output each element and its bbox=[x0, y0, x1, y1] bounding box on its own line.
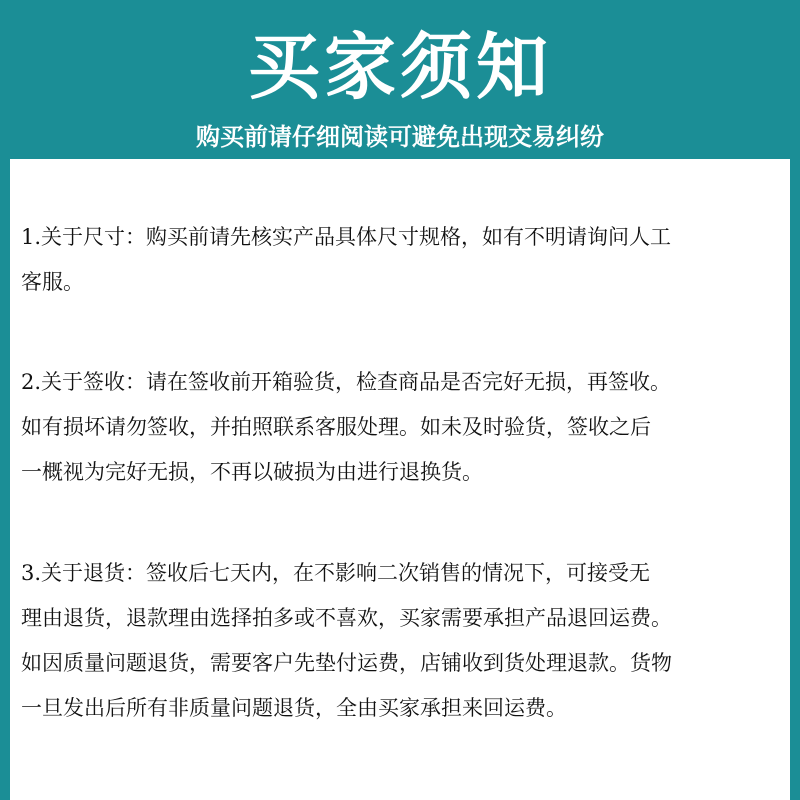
notice-line: 一旦发出后所有非质量问题退货，全由买家承担来回运费。 bbox=[21, 696, 567, 720]
notice-receipt bbox=[21, 360, 789, 495]
page-title: 买家须知 bbox=[247, 25, 552, 109]
notice-return bbox=[21, 551, 789, 731]
notice-line: 2.关于签收：请在签收前开箱验货，检查商品是否完好无损，再签收。 bbox=[21, 370, 672, 394]
notice-line: 一概视为完好无损，不再以破损为由进行退换货。 bbox=[21, 460, 483, 484]
notice-line: 客服。 bbox=[21, 270, 84, 294]
notice-panel bbox=[10, 159, 790, 800]
notice-line: 1.关于尺寸：购买前请先核实产品具体尺寸规格，如有不明请询问人工 bbox=[21, 225, 672, 249]
notice-size bbox=[21, 215, 789, 305]
notice-line: 3.关于退货：签收后七天内，在不影响二次销售的情况下，可接受无 bbox=[21, 561, 651, 585]
notice-line: 如因质量问题退货，需要客户先垫付运费，店铺收到货处理退款。货物 bbox=[21, 651, 672, 675]
notice-line: 理由退货，退款理由选择拍多或不喜欢，买家需要承担产品退回运费。 bbox=[21, 606, 672, 630]
notice-line: 如有损坏请勿签收，并拍照联系客服处理。如未及时验货，签收之后 bbox=[21, 415, 651, 439]
page-subtitle: 购买前请仔细阅读可避免出现交易纠纷 bbox=[196, 123, 604, 151]
